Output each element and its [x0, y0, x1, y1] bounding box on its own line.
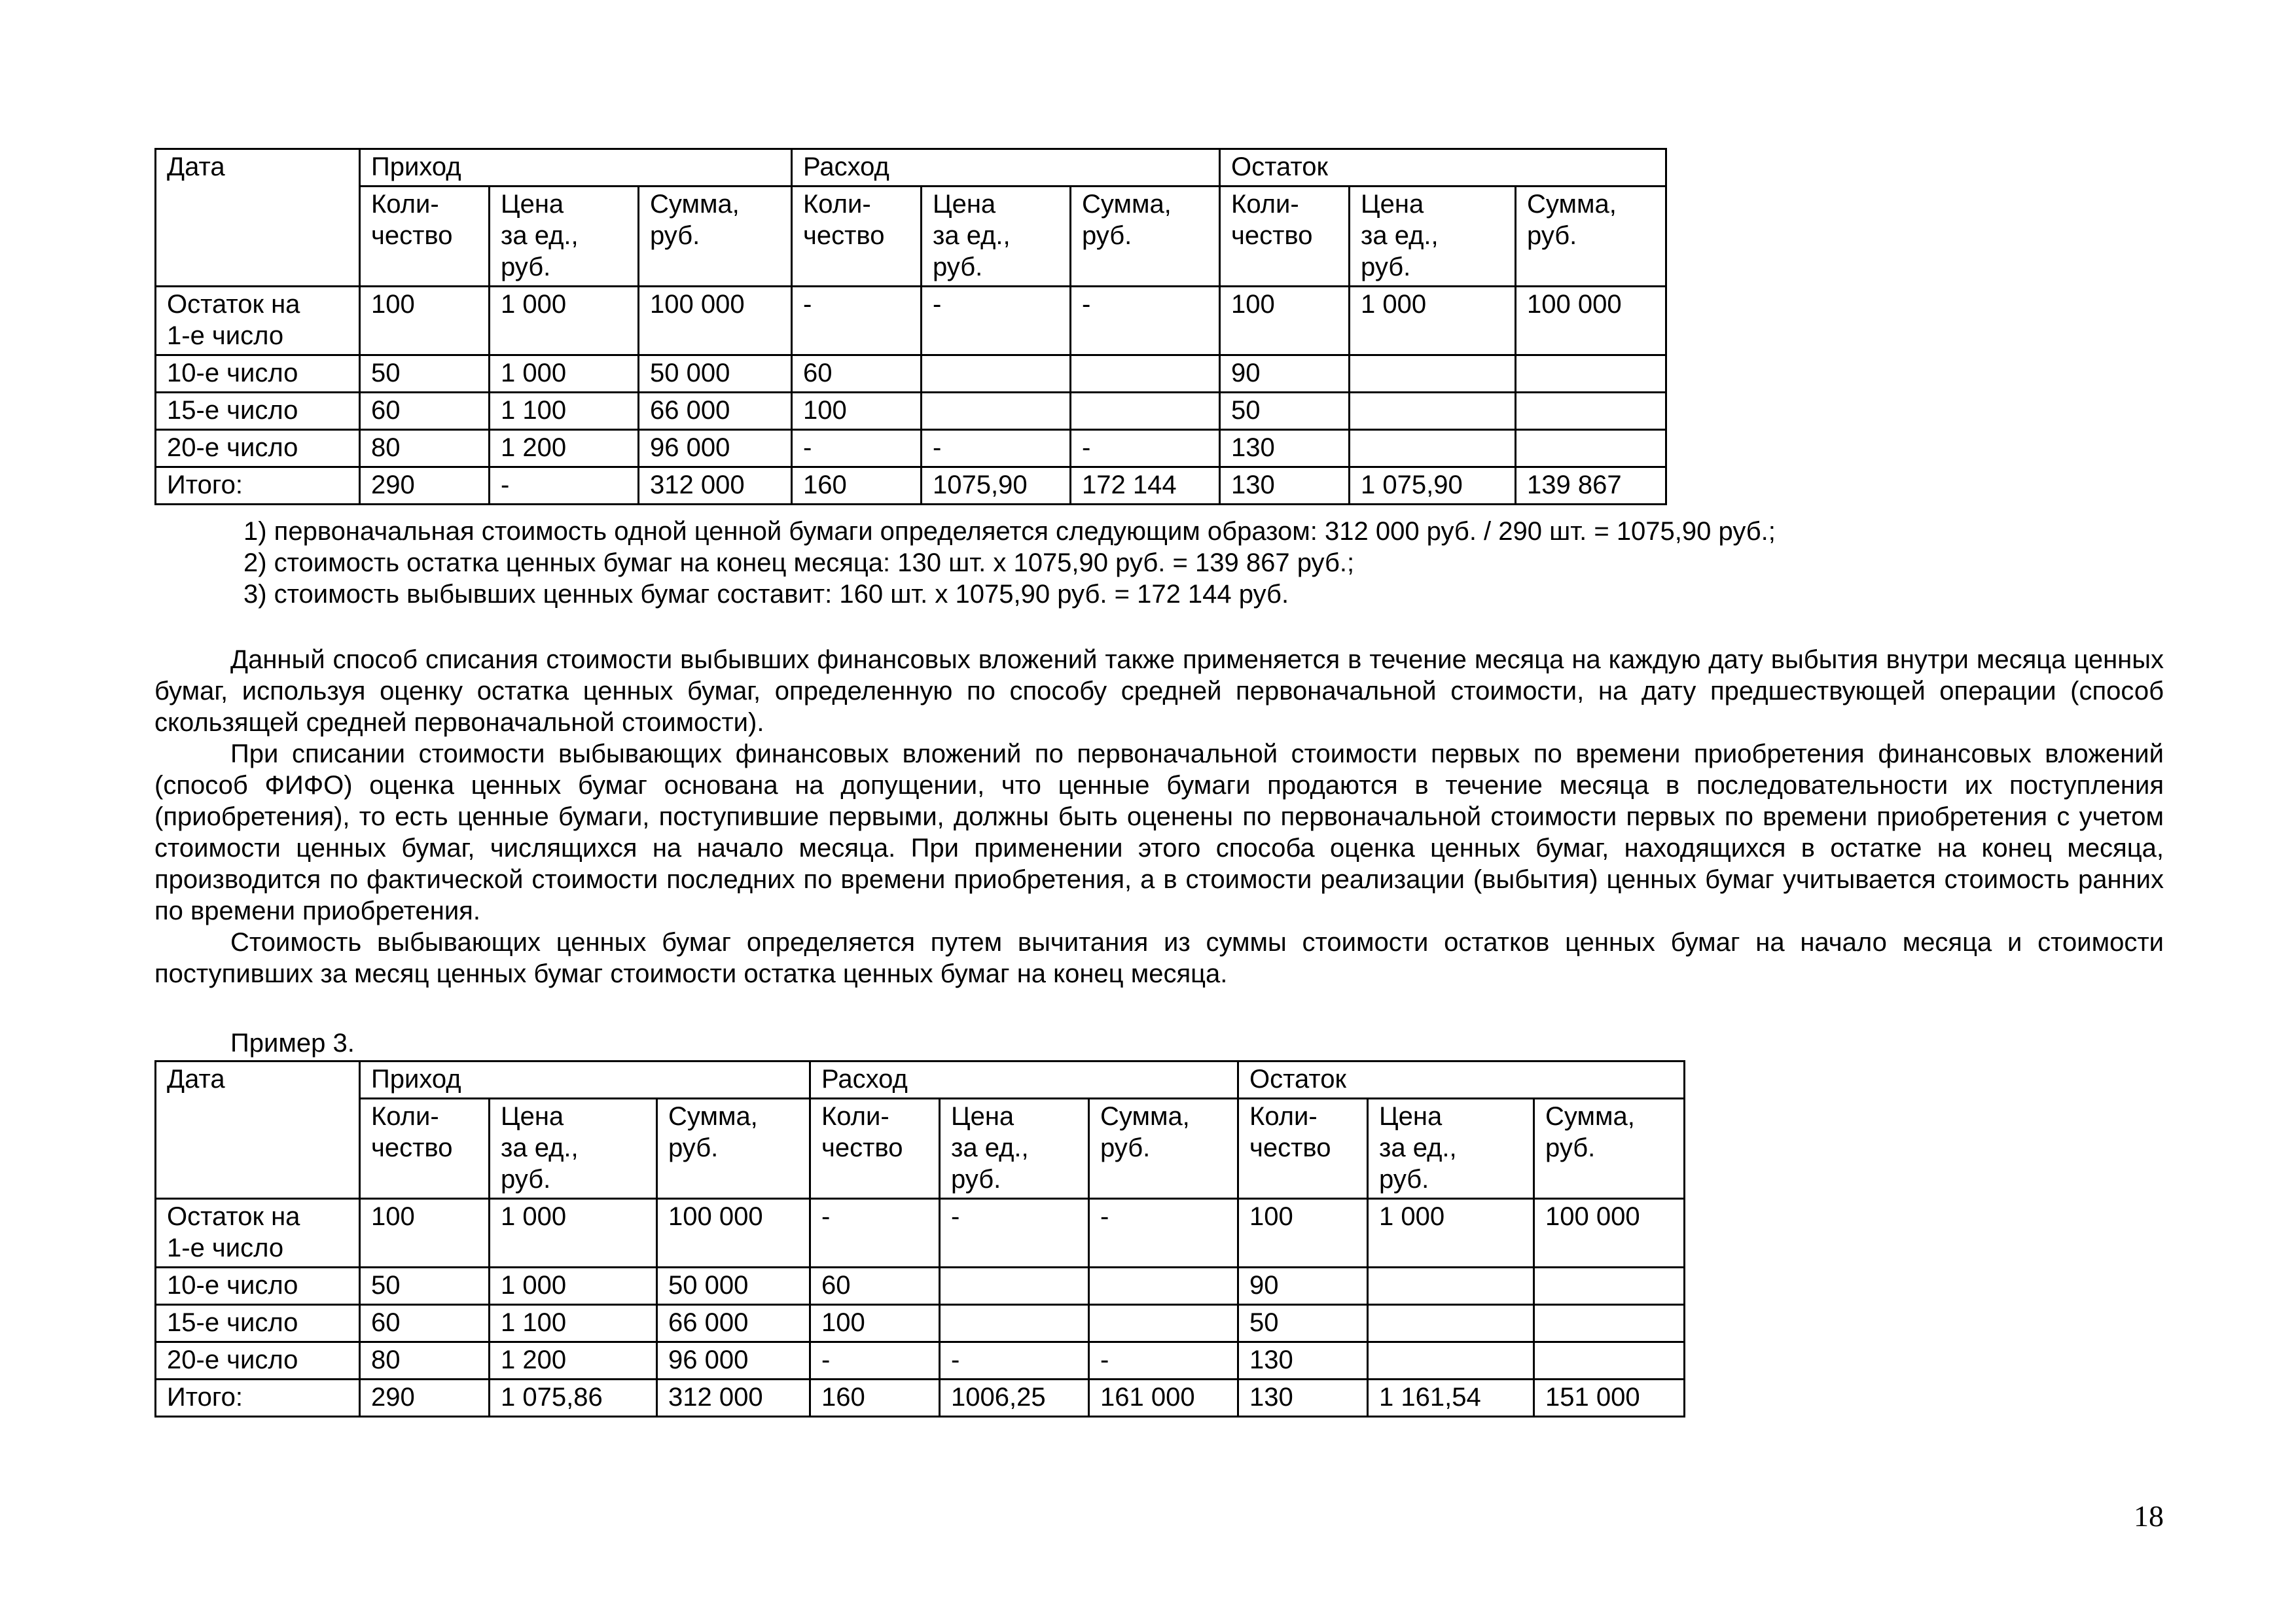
table-cell: 160	[810, 1380, 940, 1417]
header-row	[156, 1061, 1685, 1099]
table-cell: -	[810, 1199, 940, 1268]
table-cell: 60	[360, 1305, 490, 1342]
table-cell: 50	[1220, 393, 1350, 430]
header-subcolumn: Цена за ед., руб.	[490, 1099, 657, 1199]
header-subcolumn: Сумма, руб.	[1534, 1099, 1685, 1199]
table-row	[156, 1268, 1685, 1305]
header-subcolumn: Коли- чество	[360, 1099, 490, 1199]
table-cell: 90	[1238, 1268, 1368, 1305]
header-subcolumn: Цена за ед., руб.	[940, 1099, 1089, 1199]
header-group: Приход	[360, 149, 792, 187]
table-cell: 1 000	[490, 287, 639, 355]
table-row	[156, 355, 1666, 393]
header-subcolumn: Цена за ед., руб.	[1368, 1099, 1534, 1199]
table-cell: -	[1071, 287, 1220, 355]
table-cell: 50	[1238, 1305, 1368, 1342]
table-cell	[1350, 393, 1516, 430]
calc-item: 1) первоначальная стоимость одной ценной бумаги определяется следующим образом: 312 000 руб. / 290 шт. = 1075,90 руб.;	[243, 517, 1776, 546]
row-label: Остаток на 1-е число	[156, 1199, 360, 1268]
header-row	[156, 149, 1666, 187]
table-cell: 160	[792, 467, 922, 505]
row-label: Итого:	[156, 1380, 360, 1417]
table-cell	[1368, 1342, 1534, 1380]
table-cell	[1368, 1305, 1534, 1342]
table-cell: 130	[1220, 467, 1350, 505]
table-cell: 1 000	[490, 1268, 657, 1305]
table-cell: 100	[1238, 1199, 1368, 1268]
table-cell: -	[1071, 430, 1220, 467]
row-label: 10-е число	[156, 1268, 360, 1305]
paragraph: При списании стоимости выбывающих финансовых вложений по первоначальной стоимости первых по времени приобретения финансовых вложений (способ ФИФО) оценка ценных бумаг основана на допущении, что ценные бумаги продаются в течение месяца в последовательности их поступления (приобретения), то есть ценные бумаги, поступившие первыми, должны быть оценены по первоначальной стоимости первых по времени приобретения с учетом стоимости ценных бумаг, числящихся на начало месяца. При применении этого способа оценка ценных бумаг, находящихся в остатке на конец месяца, производится по фактической стоимости последних по времени приобретения, а в стоимости реализации (выбытия) ценных бумаг учитывается стоимость ранних по времени приобретения.	[154, 740, 2164, 925]
header-subcolumn: Коли- чество	[810, 1099, 940, 1199]
table-row	[156, 287, 1666, 355]
row-label: 10-е число	[156, 355, 360, 393]
header-subcolumn: Коли- чество	[792, 187, 922, 287]
table-cell: 100 000	[1516, 287, 1666, 355]
table-cell: -	[922, 430, 1071, 467]
header-date: Дата	[156, 149, 360, 287]
table-cell	[1534, 1268, 1685, 1305]
row-label: 15-е число	[156, 1305, 360, 1342]
body-text	[154, 644, 2164, 990]
table-cell: 80	[360, 430, 490, 467]
calc-item: 3) стоимость выбывших ценных бумаг составит: 160 шт. х 1075,90 руб. = 172 144 руб.	[243, 580, 1289, 609]
table-cell: -	[490, 467, 639, 505]
table-cell: 100	[792, 393, 922, 430]
paragraph: Данный способ списания стоимости выбывших финансовых вложений также применяется в течение месяца на каждую дату выбытия внутри месяца ценных бумаг, используя оценку остатка ценных бумаг, определенную по способу средней первоначальной стоимости, на дату предшествующей операции (способ скользящей средней первоначальной стоимости).	[154, 645, 2164, 737]
row-label: Остаток на 1-е число	[156, 287, 360, 355]
calc-item: 2) стоимость остатка ценных бумаг на конец месяца: 130 шт. х 1075,90 руб. = 139 867 руб.;	[243, 548, 1355, 577]
row-label: Итого:	[156, 467, 360, 505]
table-row	[156, 1305, 1685, 1342]
header-subcolumn: Сумма, руб.	[639, 187, 792, 287]
table-cell: 60	[360, 393, 490, 430]
table-cell	[940, 1268, 1089, 1305]
table-cell: 130	[1220, 430, 1350, 467]
table-cell: 130	[1238, 1342, 1368, 1380]
table-cell	[1368, 1268, 1534, 1305]
table-row	[156, 430, 1666, 467]
table-cell: 100	[1220, 287, 1350, 355]
table-cell	[1089, 1268, 1238, 1305]
row-label: 20-е число	[156, 430, 360, 467]
table-cell: 100	[360, 287, 490, 355]
table-cell	[1089, 1305, 1238, 1342]
table-cell: -	[1089, 1199, 1238, 1268]
table-row	[156, 393, 1666, 430]
table-cell: 1 100	[490, 1305, 657, 1342]
table-cell: 1 075,90	[1350, 467, 1516, 505]
table-cell: 50	[360, 355, 490, 393]
table-cell: 90	[1220, 355, 1350, 393]
table-cell: 1 075,86	[490, 1380, 657, 1417]
header-subcolumn: Сумма, руб.	[1516, 187, 1666, 287]
table-cell: 1 000	[1350, 287, 1516, 355]
table-cell: 290	[360, 467, 490, 505]
table-cell: -	[940, 1342, 1089, 1380]
subheader-row	[156, 187, 1666, 287]
table-cell	[1350, 355, 1516, 393]
table-cell	[1516, 393, 1666, 430]
table-cell: 161 000	[1089, 1380, 1238, 1417]
table-row	[156, 467, 1666, 505]
table-cell	[1516, 430, 1666, 467]
table-cell: 172 144	[1071, 467, 1220, 505]
example-label: Пример 3.	[230, 1029, 355, 1058]
page-number: 18	[2134, 1499, 2164, 1533]
table-cell: -	[810, 1342, 940, 1380]
header-group: Приход	[360, 1061, 810, 1099]
table-cell: 60	[792, 355, 922, 393]
table-cell: 66 000	[657, 1305, 810, 1342]
table-cell: 66 000	[639, 393, 792, 430]
table-cell: 130	[1238, 1380, 1368, 1417]
table-cell	[922, 355, 1071, 393]
securities-table-1	[154, 148, 1667, 505]
header-subcolumn: Коли- чество	[1238, 1099, 1368, 1199]
table-cell: 50 000	[657, 1268, 810, 1305]
table-cell: 1 000	[1368, 1199, 1534, 1268]
header-subcolumn: Сумма, руб.	[657, 1099, 810, 1199]
header-group: Остаток	[1238, 1061, 1685, 1099]
table-cell: -	[922, 287, 1071, 355]
table-cell	[940, 1305, 1089, 1342]
table-cell: -	[792, 430, 922, 467]
table-cell	[1350, 430, 1516, 467]
table-cell: 290	[360, 1380, 490, 1417]
header-subcolumn: Коли- чество	[1220, 187, 1350, 287]
table-cell: 1 000	[490, 1199, 657, 1268]
table-cell: 100 000	[1534, 1199, 1685, 1268]
table-cell	[1534, 1305, 1685, 1342]
header-date: Дата	[156, 1061, 360, 1199]
table-cell: 1 200	[490, 1342, 657, 1380]
table-cell: 1006,25	[940, 1380, 1089, 1417]
table-cell: 96 000	[657, 1342, 810, 1380]
table-cell: 100 000	[639, 287, 792, 355]
table-cell	[922, 393, 1071, 430]
header-subcolumn: Цена за ед., руб.	[922, 187, 1071, 287]
securities-table-2	[154, 1060, 1685, 1418]
header-subcolumn: Цена за ед., руб.	[1350, 187, 1516, 287]
table-cell: 80	[360, 1342, 490, 1380]
table-cell: 1 000	[490, 355, 639, 393]
header-subcolumn: Цена за ед., руб.	[490, 187, 639, 287]
table-cell: 100	[810, 1305, 940, 1342]
table-cell	[1516, 355, 1666, 393]
table-cell: 1075,90	[922, 467, 1071, 505]
header-group: Расход	[792, 149, 1220, 187]
row-label: 15-е число	[156, 393, 360, 430]
table-cell: 1 200	[490, 430, 639, 467]
table-cell: -	[792, 287, 922, 355]
table-cell: 100	[360, 1199, 490, 1268]
table-cell: 1 161,54	[1368, 1380, 1534, 1417]
paragraph: Стоимость выбывающих ценных бумаг определяется путем вычитания из суммы стоимости остатков ценных бумаг на начало месяца и стоимости поступивших за месяц ценных бумаг стоимости остатка ценных бумаг на конец месяца.	[154, 928, 2164, 988]
subheader-row	[156, 1099, 1685, 1199]
table-cell: 96 000	[639, 430, 792, 467]
table-cell: 60	[810, 1268, 940, 1305]
table-cell: 50	[360, 1268, 490, 1305]
table-cell	[1534, 1342, 1685, 1380]
table-cell	[1071, 355, 1220, 393]
header-subcolumn: Сумма, руб.	[1089, 1099, 1238, 1199]
table-cell: -	[1089, 1342, 1238, 1380]
table-cell: 139 867	[1516, 467, 1666, 505]
header-subcolumn: Коли- чество	[360, 187, 490, 287]
table-row	[156, 1380, 1685, 1417]
table-row	[156, 1342, 1685, 1380]
table-cell: 312 000	[657, 1380, 810, 1417]
table-cell: 50 000	[639, 355, 792, 393]
table-cell: 1 100	[490, 393, 639, 430]
table-cell: 312 000	[639, 467, 792, 505]
calculation-list	[243, 516, 2207, 610]
table-cell: 100 000	[657, 1199, 810, 1268]
header-group: Расход	[810, 1061, 1238, 1099]
header-subcolumn: Сумма, руб.	[1071, 187, 1220, 287]
table-row	[156, 1199, 1685, 1268]
row-label: 20-е число	[156, 1342, 360, 1380]
table-cell: -	[940, 1199, 1089, 1268]
table-cell	[1071, 393, 1220, 430]
table-cell: 151 000	[1534, 1380, 1685, 1417]
header-group: Остаток	[1220, 149, 1666, 187]
